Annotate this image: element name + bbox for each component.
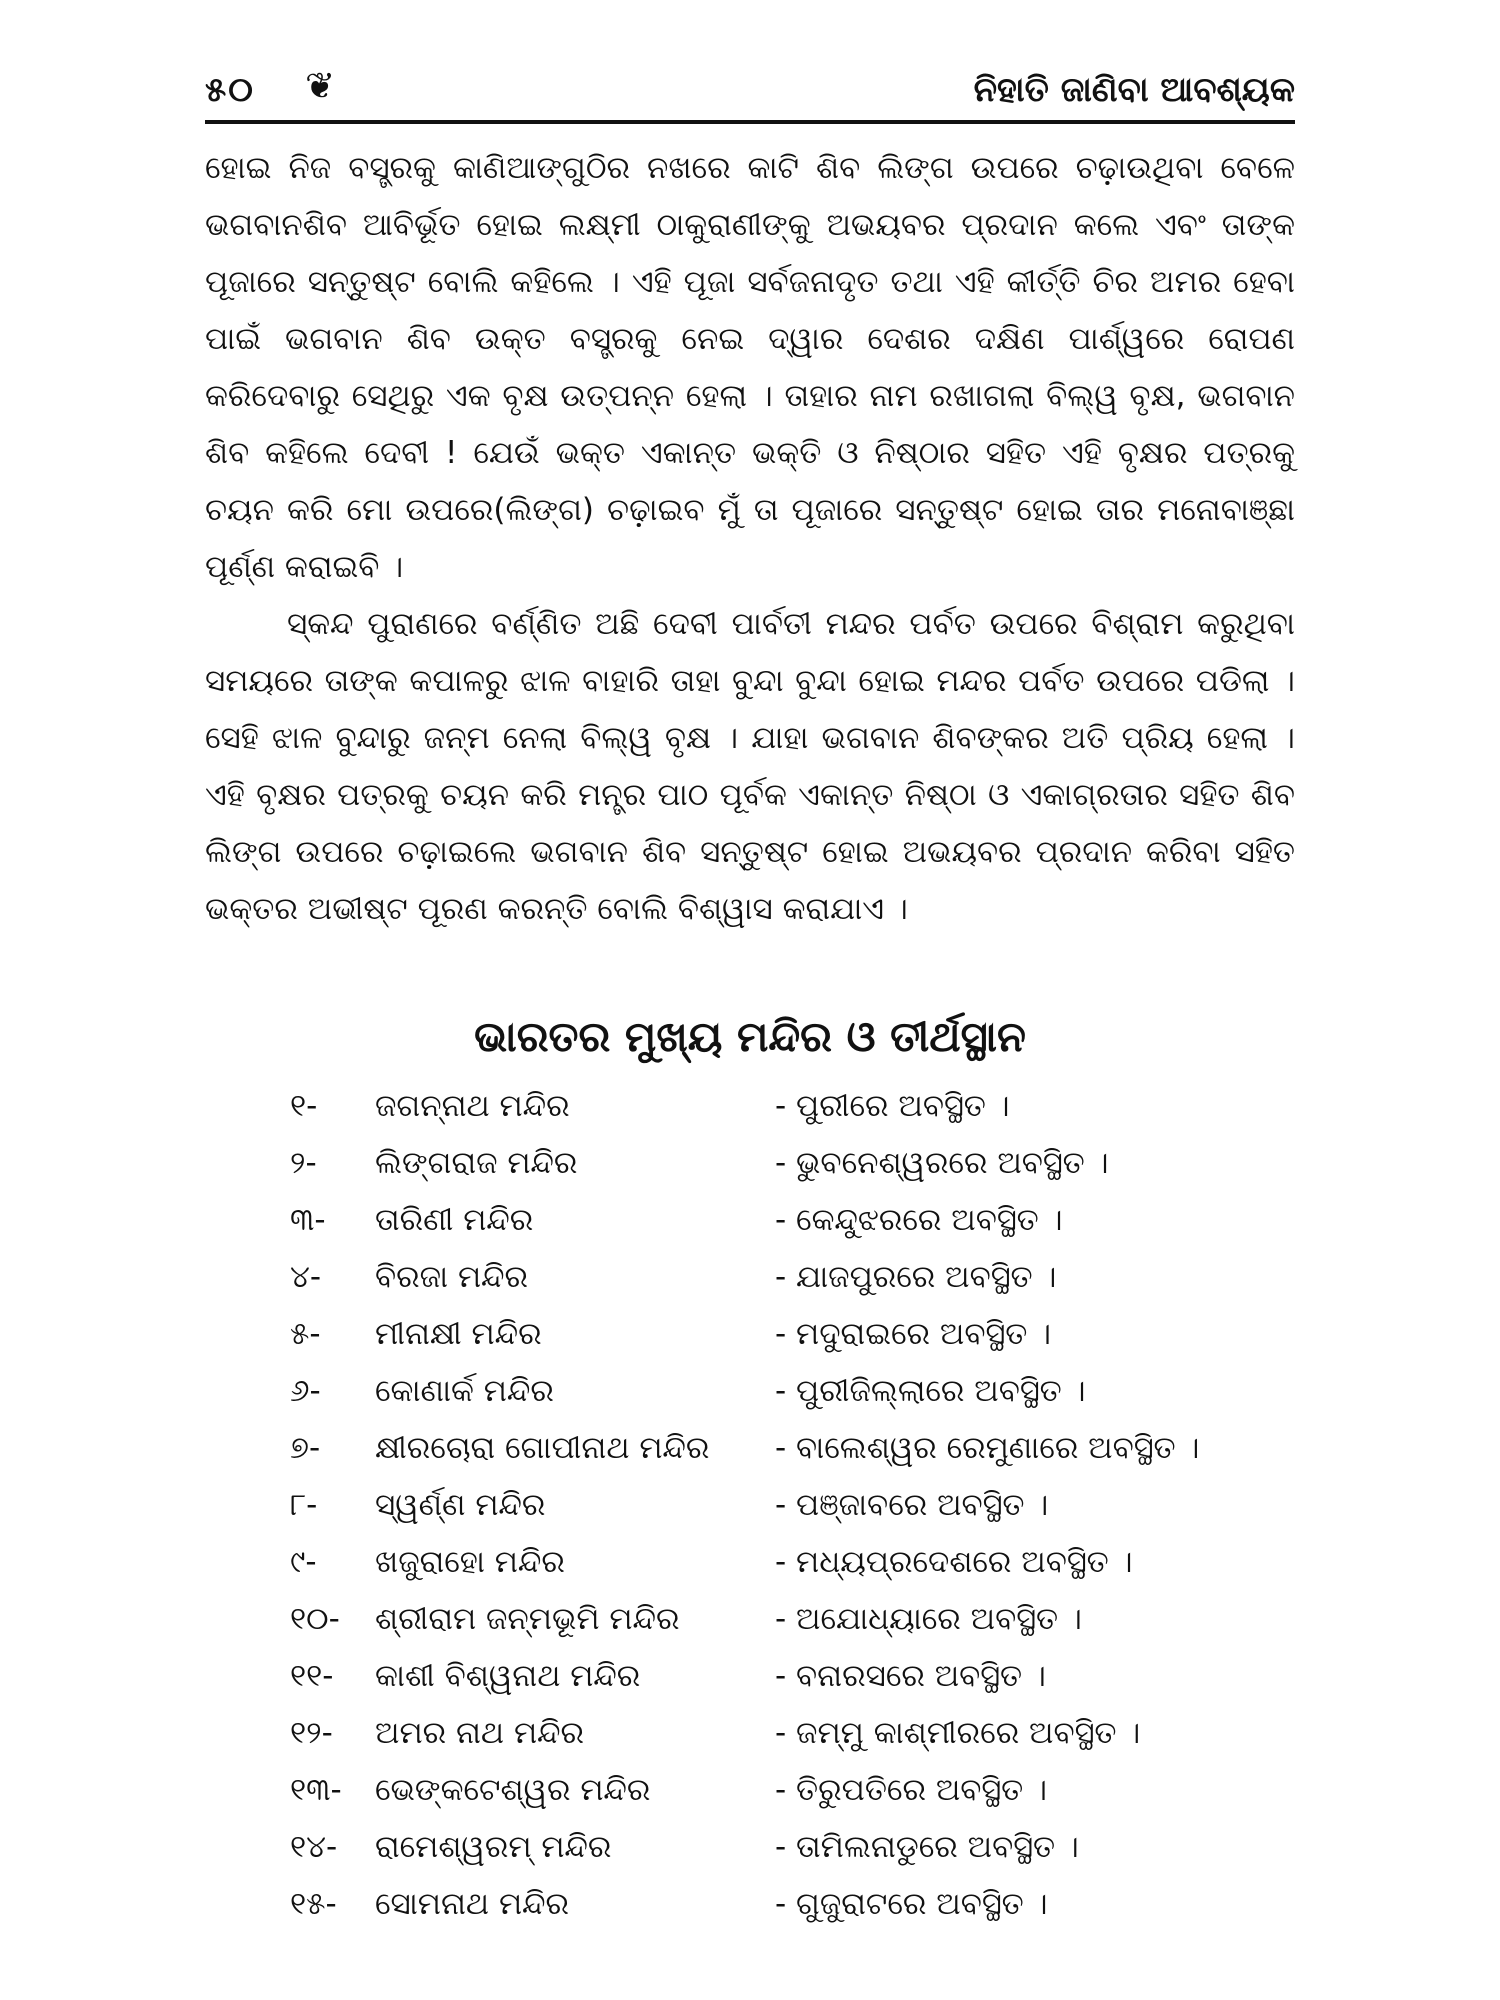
temple-list — [290, 1080, 1290, 1935]
temple-name: କ୍ଷୀରଚୋରା ଗୋପୀନାଥ ମନ୍ଦିର — [375, 1430, 710, 1466]
list-item-number: ୫- — [290, 1316, 321, 1352]
temple-location: - ପୁରୀରେ ଅବସ୍ଥିତ । — [775, 1088, 1010, 1124]
list-item — [290, 1821, 1290, 1878]
list-item-number: ୧- — [290, 1088, 318, 1124]
list-item-number: ୧୩- — [290, 1772, 342, 1808]
list-item — [290, 1422, 1290, 1479]
temple-location: - ମଧ୍ୟପ୍ରଦେଶରେ ଅବସ୍ଥିତ । — [775, 1544, 1133, 1580]
temple-location: - ତାମିଲନାଡୁରେ ଅବସ୍ଥିତ । — [775, 1829, 1079, 1865]
temple-location: - ମଦୁରାଇରେ ଅବସ୍ଥିତ । — [775, 1316, 1052, 1352]
running-header — [205, 62, 1295, 122]
list-item — [290, 1764, 1290, 1821]
list-item — [290, 1878, 1290, 1935]
list-item — [290, 1080, 1290, 1137]
list-item-number: ୩- — [290, 1202, 326, 1238]
list-item-number: ୧୨- — [290, 1715, 333, 1751]
temple-name: ତାରିଣୀ ମନ୍ଦିର — [375, 1202, 534, 1238]
list-item — [290, 1308, 1290, 1365]
temple-name: ଶ୍ରୀରାମ ଜନ୍ମଭୂମି ମନ୍ଦିର — [375, 1601, 680, 1637]
temple-location: - ଅଯୋଧ୍ୟାରେ ଅବସ୍ଥିତ । — [775, 1601, 1082, 1637]
list-item-number: ୮- — [290, 1487, 318, 1523]
temple-location: - କେନ୍ଦୁଝରରେ ଅବସ୍ଥିତ । — [775, 1202, 1063, 1238]
paragraph-continued: ହୋଇ ନିଜ ବସ୍ତ୍ରକୁ କାଣିଆଙ୍ଗୁଠିର ନଖରେ କାଟି ଶିବ ଲିଙ୍ଗ ଉପରେ ଚଢ଼ାଉଥିବା ବେଳେ ଭଗବାନଶିବ ଆବିର୍ଭୂତ ହୋଇ ଲକ୍ଷ୍ମୀ ଠାକୁରାଣୀଙ୍କୁ ଅଭୟବର ପ୍ରଦାନ କଲେ ଏବଂ ତାଙ୍କ ପୂଜାରେ ସନ୍ତୁଷ୍ଟ ବୋଲି କହିଲେ । ଏହି ପୂଜା ସର୍ବଜନାଦୃତ ତଥା ଏହି କୀର୍ତ୍ତି ଚିର ଅମର ହେବା ପାଇଁ ଭଗବାନ ଶିବ ଉକ୍ତ ବସ୍ତ୍ରକୁ ନେଇ ଦ୍ୱାର ଦେଶର ଦକ୍ଷିଣ ପାର୍ଶ୍ୱରେ ରୋପଣ କରିଦେବାରୁ ସେଥିରୁ ଏକ ବୃକ୍ଷ ଉତ୍ପନ୍ନ ହେଲା । ତାହାର ନାମ ରଖାଗଲା ବିଲ୍ୱ ବୃକ୍ଷ, ଭଗବାନ ଶିବ କହିଲେ ଦେବୀ ! ଯେଉଁ ଭକ୍ତ ଏକାନ୍ତ ଭକ୍ତି ଓ ନିଷ୍ଠାର ସହିତ ଏହି ବୃକ୍ଷର ପତ୍ରକୁ ଚୟନ କରି ମୋ ଉପରେ(ଲିଙ୍ଗ) ଚଢ଼ାଇବ ମୁଁ ତା ପୂଜାରେ ସନ୍ତୁଷ୍ଟ ହୋଇ ତାର ମନୋବାଞ୍ଛା ପୂର୍ଣ୍ଣ କରାଇବି । — [205, 150, 1295, 585]
temple-location: - ବନାରସରେ ଅବସ୍ଥିତ । — [775, 1658, 1046, 1694]
page-number: ୫୦ — [205, 70, 255, 110]
list-item — [290, 1593, 1290, 1650]
section-heading: ଭାରତର ମୁଖ୍ୟ ମନ୍ଦିର ଓ ତୀର୍ଥସ୍ଥାନ — [474, 1012, 1026, 1061]
book-title: ନିହାତି ଜାଣିବା ଆବଶ୍ୟକ — [973, 70, 1295, 110]
list-item-number: ୭- — [290, 1430, 321, 1466]
list-item-number: ୧୫- — [290, 1886, 337, 1922]
list-item — [290, 1707, 1290, 1764]
list-item-number: ୧୪- — [290, 1829, 338, 1865]
temple-name: କାଶୀ ବିଶ୍ୱନାଥ ମନ୍ଦିର — [375, 1658, 641, 1694]
temple-location: - ବାଲେଶ୍ୱର ରେମୁଣାରେ ଅବସ୍ଥିତ । — [775, 1430, 1200, 1466]
list-item — [290, 1194, 1290, 1251]
temple-location: - ପଞ୍ଜାବରେ ଅବସ୍ଥିତ । — [775, 1487, 1049, 1523]
list-item-number: ୨- — [290, 1145, 317, 1181]
list-item-number: ୪- — [290, 1259, 322, 1295]
temple-location: - ଭୁବନେଶ୍ୱରରେ ଅବସ୍ଥିତ । — [775, 1145, 1109, 1181]
list-item — [290, 1137, 1290, 1194]
temple-name: ରାମେଶ୍ୱରମ୍ ମନ୍ଦିର — [375, 1829, 612, 1865]
header-divider — [205, 120, 1295, 124]
temple-name: କୋଣାର୍କ ମନ୍ଦିର — [375, 1373, 554, 1409]
temple-name: ଅମର ନାଥ ମନ୍ଦିର — [375, 1715, 585, 1751]
temple-name: ଖଜୁରାହୋ ମନ୍ଦିର — [375, 1544, 565, 1580]
temple-name: ବିରଜା ମନ୍ଦିର — [375, 1259, 529, 1295]
list-item — [290, 1479, 1290, 1536]
paragraph-skanda-purana: ସ୍କନ୍ଦ ପୁରାଣରେ ବର୍ଣ୍ଣିତ ଅଛି ଦେବୀ ପାର୍ବତୀ ମନ୍ଦର ପର୍ବତ ଉପରେ ବିଶ୍ରାମ କରୁଥିବା ସମୟରେ ତାଙ୍କ କପାଳରୁ ଝାଳ ବାହାରି ତାହା ବୁନ୍ଦା ବୁନ୍ଦା ହୋଇ ମନ୍ଦର ପର୍ବତ ଉପରେ ପଡିଲା । ସେହି ଝାଳ ବୁନ୍ଦାରୁ ଜନ୍ମ ନେଲା ବିଲ୍ୱ ବୃକ୍ଷ । ଯାହା ଭଗବାନ ଶିବଙ୍କର ଅତି ପ୍ରିୟ ହେଲା । ଏହି ବୃକ୍ଷର ପତ୍ରକୁ ଚୟନ କରି ମନ୍ତ୍ର ପାଠ ପୂର୍ବକ ଏକାନ୍ତ ନିଷ୍ଠା ଓ ଏକାଗ୍ରତାର ସହିତ ଶିବ ଲିଙ୍ଗ ଉପରେ ଚଢ଼ାଇଲେ ଭଗବାନ ଶିବ ସନ୍ତୁଷ୍ଟ ହୋଇ ଅଭୟବର ପ୍ରଦାନ କରିବା ସହିତ ଭକ୍ତର ଅଭୀଷ୍ଟ ପୂରଣ କରନ୍ତି ବୋଲି ବିଶ୍ୱାସ କରାଯାଏ । — [205, 606, 1295, 927]
temple-location: - ତିରୁପତିରେ ଅବସ୍ଥିତ । — [775, 1772, 1048, 1808]
temple-name: ସ୍ୱର୍ଣ୍ଣ ମନ୍ଦିର — [375, 1487, 546, 1523]
list-item — [290, 1251, 1290, 1308]
list-item — [290, 1536, 1290, 1593]
temple-location: - ଯାଜପୁରରେ ଅବସ୍ଥିତ । — [775, 1259, 1057, 1295]
body-text — [205, 140, 1295, 938]
leaf-ornament-icon: ❦ — [305, 66, 336, 107]
list-item-number: ୯- — [290, 1544, 317, 1580]
temple-name: ଭେଙ୍କଟେଶ୍ୱର ମନ୍ଦିର — [375, 1772, 651, 1808]
temple-location: - ପୁରୀଜିଲ୍ଲାରେ ଅବସ୍ଥିତ । — [775, 1373, 1086, 1409]
temple-location: - ଗୁଜୁରାଟରେ ଅବସ୍ଥିତ । — [775, 1886, 1048, 1922]
list-item-number: ୬- — [290, 1373, 321, 1409]
temple-name: ଜଗନ୍ନାଥ ମନ୍ଦିର — [375, 1088, 570, 1124]
temple-location: - ଜମ୍ମୁ କାଶ୍ମୀରରେ ଅବସ୍ଥିତ । — [775, 1715, 1141, 1751]
temple-name: ଲିଙ୍ଗରାଜ ମନ୍ଦିର — [375, 1145, 578, 1181]
list-item-number: ୧୧- — [290, 1658, 334, 1694]
list-item — [290, 1365, 1290, 1422]
list-item-number: ୧୦- — [290, 1601, 340, 1637]
list-item — [290, 1650, 1290, 1707]
temple-name: ମୀନାକ୍ଷୀ ମନ୍ଦିର — [375, 1316, 542, 1352]
temple-name: ସୋମନାଥ ମନ୍ଦିର — [375, 1886, 570, 1922]
